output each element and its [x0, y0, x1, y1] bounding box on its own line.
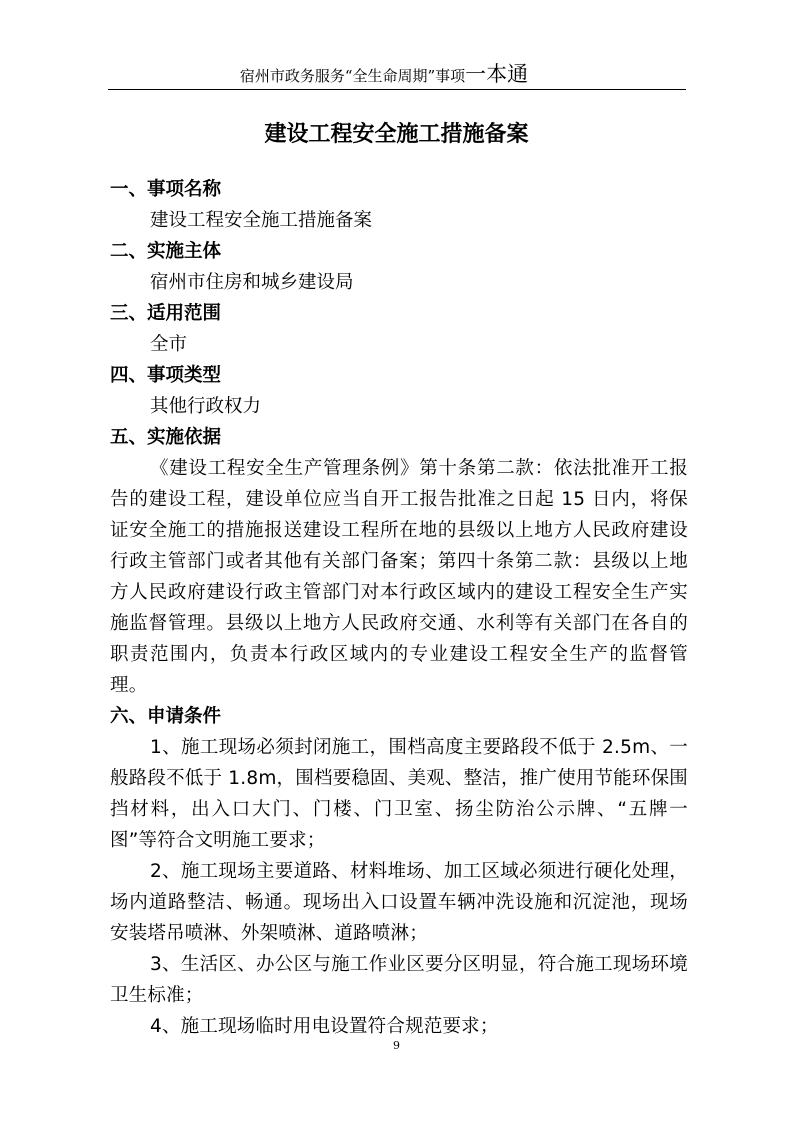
document-body [110, 174, 688, 1042]
section-item-type [110, 360, 688, 422]
section-heading: 五、实施依据 [110, 427, 222, 448]
condition-item: 4、施工现场临时用电设置符合规范要求； [150, 1016, 499, 1037]
condition-item: 2、施工现场主要道路、材料堆场、加工区域必须进行硬化处理，场内道路整洁、畅通。现场出入口设置车辆冲洗设施和沉淀池，现场安装塔吊喷淋、外架喷淋、道路喷淋； [110, 861, 688, 944]
section-heading: 一、事项名称 [110, 179, 222, 200]
section-application-conditions [110, 701, 688, 1042]
running-header-suffix: 一本通 [465, 62, 529, 86]
running-header-text: 宿州市政务服务“全生命周期”事项 [239, 67, 466, 85]
page-number: 9 [393, 1039, 400, 1052]
condition-item: 3、生活区、办公区与施工作业区要分区明显，符合施工现场环境卫生标准； [110, 954, 688, 1006]
section-value: 其他行政权力 [150, 396, 262, 417]
section-item-name [110, 174, 688, 236]
header-rule [108, 89, 686, 90]
legal-basis-paragraph: 《建设工程安全生产管理条例》第十条第二款：依法批准开工报告的建设工程，建设单位应当自开工报告批准之日起 15 日内，将保证安全施工的措施报送建设工程所在地的县级以上地方人民政府建设行政主管部门或者其他有关部门备案；第四十条第二款：县级以上地方人民政府建设行政主管部门对本行政区域内的建设工程安全生产实施监督管理。县级以上地方人民政府交通、水利等有关部门在各自的职责范围内，负责本行政区域内的专业建设工程安全生产的监督管理。 [110, 458, 688, 696]
section-scope [110, 298, 688, 360]
document-title: 建设工程安全施工措施备案 [264, 122, 529, 147]
section-value: 建设工程安全施工措施备案 [150, 210, 373, 231]
section-heading: 四、事项类型 [110, 365, 222, 386]
running-header [84, 60, 684, 90]
section-heading: 二、实施主体 [110, 241, 222, 262]
section-legal-basis [110, 422, 688, 701]
section-heading: 六、申请条件 [110, 706, 222, 727]
section-heading: 三、适用范围 [110, 303, 222, 324]
section-value: 全市 [150, 334, 188, 355]
section-implementing-body [110, 236, 688, 298]
section-value: 宿州市住房和城乡建设局 [150, 272, 354, 293]
condition-item: 1、施工现场必须封闭施工，围档高度主要路段不低于 2.5m、一般路段不低于 1.8m，围档要稳固、美观、整洁，推广使用节能环保围挡材料，出入口大门、门楼、门卫室、扬尘防治公示牌、“五牌一图”等符合文明施工要求； [110, 737, 688, 851]
